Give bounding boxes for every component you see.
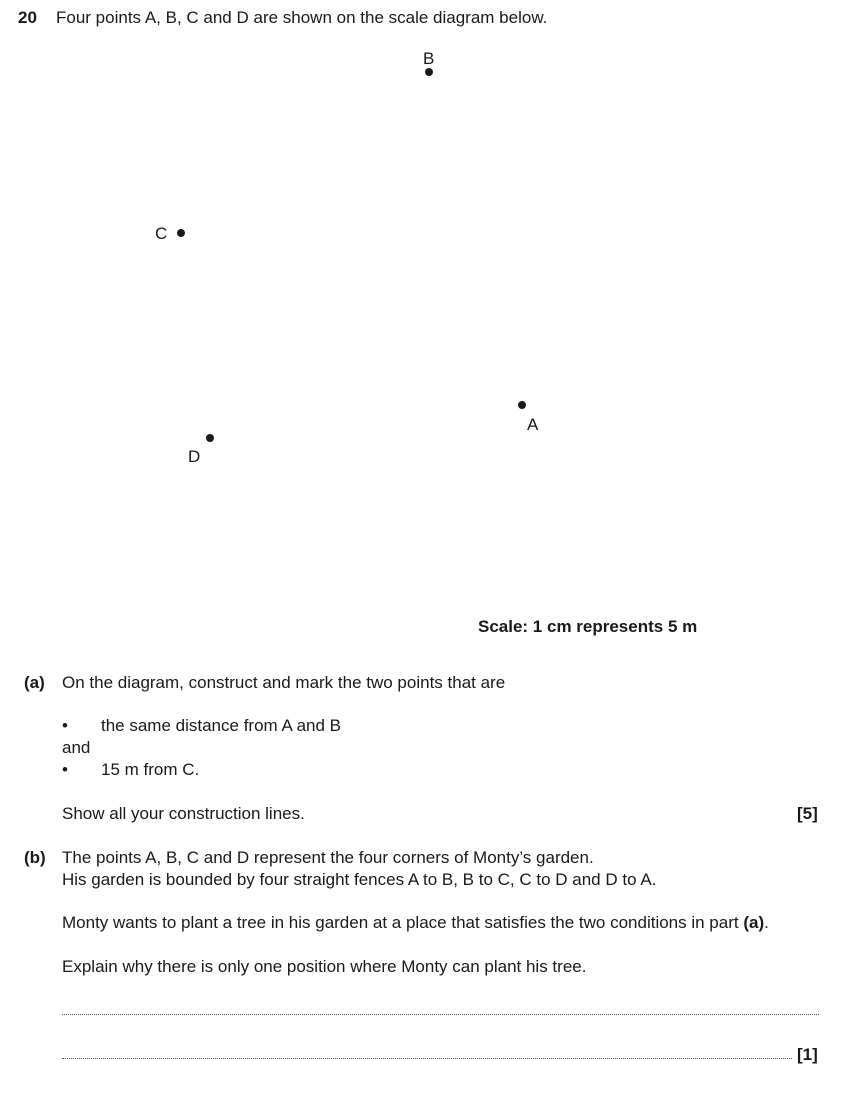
bullet-icon: • <box>62 760 68 779</box>
point-d-label: D <box>188 447 201 466</box>
point-a-dot[interactable] <box>518 401 526 409</box>
part-b-line1: The points A, B, C and D represent the four corners of Monty’s garden. <box>62 848 594 867</box>
part-b-marks: [1] <box>797 1045 818 1064</box>
answer-line-2[interactable] <box>62 1058 792 1059</box>
part-b-question: Explain why there is only one position where Monty can plant his tree. <box>62 957 587 976</box>
point-b-label: B <box>423 49 435 68</box>
point-c-label: C <box>155 224 168 243</box>
scale-caption: Scale: 1 cm represents 5 m <box>478 617 698 636</box>
part-b-line3-end: . <box>764 913 769 932</box>
question-number: 20 <box>18 8 37 27</box>
part-b-line2: His garden is bounded by four straight fences A to B, B to C, C to D and D to A. <box>62 870 657 889</box>
point-b-dot[interactable] <box>425 68 433 76</box>
part-a-label: (a) <box>24 673 45 692</box>
part-a-instruction: Show all your construction lines. <box>62 804 305 823</box>
part-a-prompt: On the diagram, construct and mark the two points that are <box>62 673 506 692</box>
answer-line-1[interactable] <box>62 1014 819 1015</box>
bullet-icon: • <box>62 716 68 735</box>
part-b-line3 <box>62 914 769 931</box>
point-c-dot[interactable] <box>177 229 185 237</box>
part-a-reference: (a) <box>743 913 765 932</box>
part-b-line3-text: Monty wants to plant a tree in his garden at a place that satisfies the two conditions in part <box>62 913 744 932</box>
part-b-label: (b) <box>24 848 46 867</box>
condition-1: the same distance from A and B <box>101 716 342 735</box>
point-d-dot[interactable] <box>206 434 214 442</box>
connector-and: and <box>62 738 91 757</box>
point-a-label: A <box>527 415 539 434</box>
condition-2: 15 m from C. <box>101 760 200 779</box>
question-intro: Four points A, B, C and D are shown on the scale diagram below. <box>56 8 548 27</box>
part-a-marks: [5] <box>797 804 818 823</box>
